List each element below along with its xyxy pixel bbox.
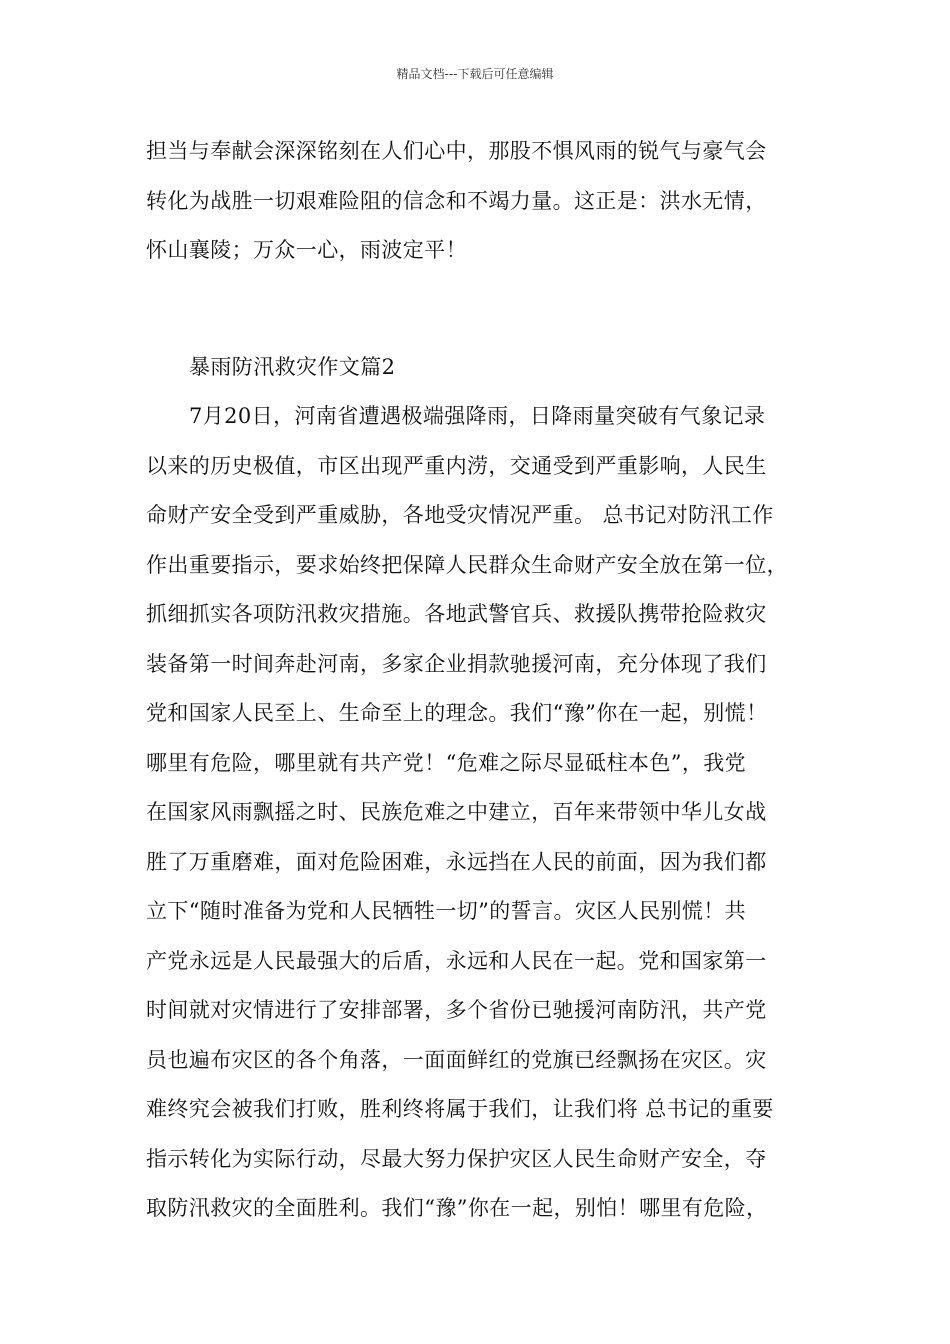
section-spacer <box>146 279 826 346</box>
paragraph-line: 难终究会被我们打败，胜利终将属于我们，让我们将 总书记的重要 <box>146 1097 774 1121</box>
paragraph-line: 怀山襄陵；万众一心，雨波定平！ <box>146 238 467 262</box>
paragraph-line: 作出重要指示，要求始终把保障人民群众生命财产安全放在第一位， <box>146 552 788 577</box>
paragraph-line: 时间就对灾情进行了安排部署，多个省份已驰援河南防汛，共产党 <box>146 998 767 1022</box>
paragraph-line: 立下“随时准备为党和人民牺牲一切”的誓言。灾区人民别慌！共 <box>146 899 747 923</box>
paragraph-line: 装备第一时间奔赴河南，多家企业捐款驰援河南，充分体现了我们 <box>146 651 767 676</box>
paragraph-continuation <box>146 130 826 279</box>
paragraph-main <box>146 395 826 1237</box>
page-header: 精品文档---下载后可任意编辑 <box>396 67 554 81</box>
paragraph-line: 取防汛救灾的全面胜利。我们“豫”你在一起，别怕！哪里有危险， <box>146 1196 768 1220</box>
paragraph-line: 胜了万重磨难，面对危险困难，永远挡在人民的前面，因为我们都 <box>146 849 767 874</box>
paragraph-line: 员也遍布灾区的各个角落，一面面鲜红的党旗已经飘扬在灾区。灾 <box>146 1047 767 1072</box>
section-title: 暴雨防汛救灾作文篇2 <box>189 354 396 379</box>
paragraph-line: 担当与奉献会深深铭刻在人们心中，那股不惧风雨的锐气与豪气会 <box>146 139 767 163</box>
paragraph-line: 命财产安全受到严重威胁，各地受灾情况严重。 总书记对防汛工作 <box>146 503 774 527</box>
paragraph-line: 在国家风雨飘摇之时、民族危难之中建立，百年来带领中华儿女战 <box>146 800 767 824</box>
paragraph-line: 7月20日，河南省遭遇极端强降雨，日降雨量突破有气象记录 <box>189 404 766 428</box>
document-body <box>146 130 826 1237</box>
paragraph-line: 转化为战胜一切艰难险阻的信念和不竭力量。这正是：洪水无情， <box>146 188 767 213</box>
paragraph-line: 党和国家人民至上、生命至上的理念。我们“豫”你在一起，别慌！ <box>146 701 768 725</box>
paragraph-line: 以来的历史极值，市区出现严重内涝，交通受到严重影响，人民生 <box>146 453 767 478</box>
paragraph-line: 指示转化为实际行动，尽最大努力保护灾区人民生命财产安全，夺 <box>146 1146 767 1171</box>
paragraph-line: 抓细抓实各项防汛救灾措施。各地武警官兵、救援队携带抢险救灾 <box>146 602 767 626</box>
paragraph-line: 哪里有危险，哪里就有共产党！“危难之际尽显砥柱本色”，我党 <box>146 750 747 775</box>
paragraph-line: 产党永远是人民最强大的后盾，永远和人民在一起。党和国家第一 <box>146 948 767 973</box>
